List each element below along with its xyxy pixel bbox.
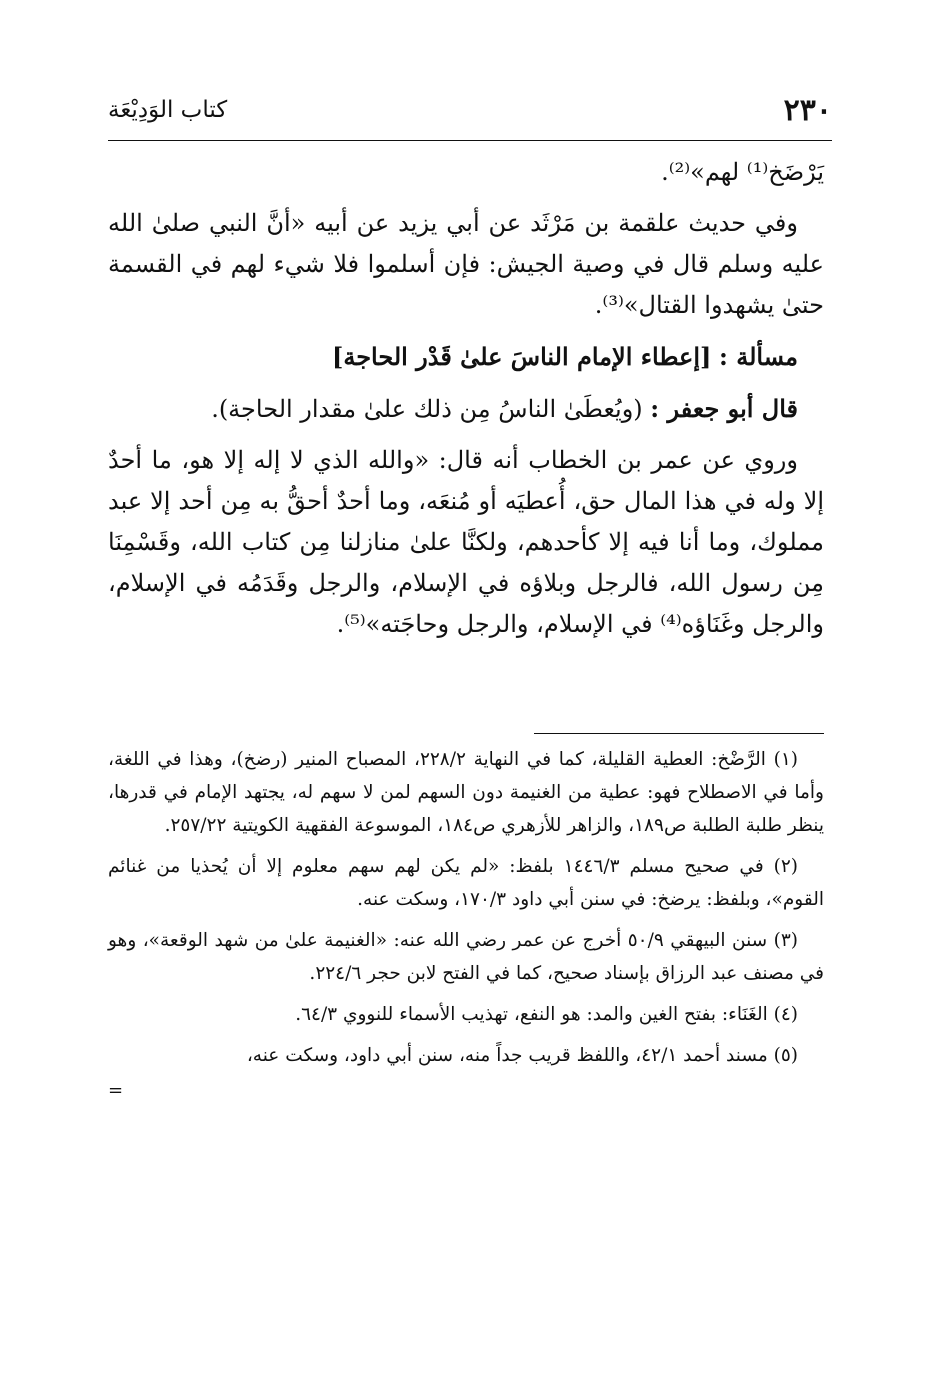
qaul-label: قال أبو جعفر : [650,394,798,423]
qaul-line [108,388,824,430]
footnote-2: (٢) في صحيح مسلم ١٤٤٦/٣ بلفظ: «لم يكن لهم سهم معلوم إلا أن يُحذيا من غنائم القوم»، وبلفظ: يرضخ: في سنن أبي داود ١٧٠/٣، وسكت عنه. [108,856,824,910]
footnote-divider [534,733,824,734]
footnote-5: (٥) مسند أحمد ٤٢/١، واللفظ قريب جداً منه، سنن أبي داود، وسكت عنه، [246,1045,798,1066]
masala-title: [إعطاء الإمام الناسَ علىٰ قَدْر الحاجة] [331,342,712,371]
masala-heading [108,336,824,378]
footnote-3: (٣) سنن البيهقي ٥٠/٩ أخرج عن عمر رضي الله عنه: «الغنيمة علىٰ من شهد الوقعة»، وهو في مصنف عبد الرزاق بإسناد صحيح، كما في الفتح لابن حجر ٢٢٤/٦. [108,930,824,984]
header-divider [108,140,832,141]
paragraph-2: وفي حديث علقمة بن مَرْثَد عن أبي يزيد عن أبيه «أنَّ النبي صلىٰ الله عليه وسلم قال في وصية الجيش: فإن أسلموا فلا شيء لهم في القسمة حتىٰ يشهدوا القتال»⁽³⁾. [108,209,824,319]
running-title: كتاب الوَدِيْعَة [108,97,228,123]
qaul-text: (ويُعطَىٰ الناسُ مِن ذلك علىٰ مقدار الحاجة). [211,395,643,423]
footnote-1: (١) الرَّضْخ: العطية القليلة، كما في النهاية ٢٢٨/٢، المصباح المنير (رضخ)، وهذا في اللغة، وأما في الاصطلاح فهو: عطية من الغنيمة دون السهم لمن لا سهم له، يجتهد الإمام في قدرها، ينظر طلبة الطلبة ص١٨٩، والزاهر للأزهري ص١٨٤، الموسوعة الفقهية الكويتية ٢٥٧/٢٢. [108,749,824,836]
footnotes [108,743,824,1107]
page-number: ٢٣٠ [783,92,832,128]
main-text [108,152,824,655]
footnote-4: (٤) الغَنَاء: بفتح الغين والمد: هو النفع، تهذيب الأسماء للنووي ٦٤/٣. [295,1004,798,1025]
paragraph-1: يَرْضَخ⁽¹⁾ لهم»⁽²⁾. [661,158,824,186]
page-header [108,84,832,136]
masala-label: مسألة : [719,342,798,371]
continuation-mark: = [108,1080,124,1101]
paragraph-3: وروي عن عمر بن الخطاب أنه قال: «والله الذي لا إله إلا هو، ما أحدٌ إلا وله في هذا المال حق، أُعطيَه أو مُنعَه، وما أحدٌ أحقُّ به مِن أحد إلا عبد مملوك، وما أنا فيه إلا كأحدهم، ولكنَّا علىٰ منازلنا مِن كتاب الله، وقَسْمِنَا مِن رسول الله، فالرجل وبلاؤه في الإسلام، والرجل وقَدَمُه في الإسلام، والرجل وغَنَاؤه⁽⁴⁾ في الإسلام، والرجل وحاجَته»⁽⁵⁾. [108,446,824,638]
